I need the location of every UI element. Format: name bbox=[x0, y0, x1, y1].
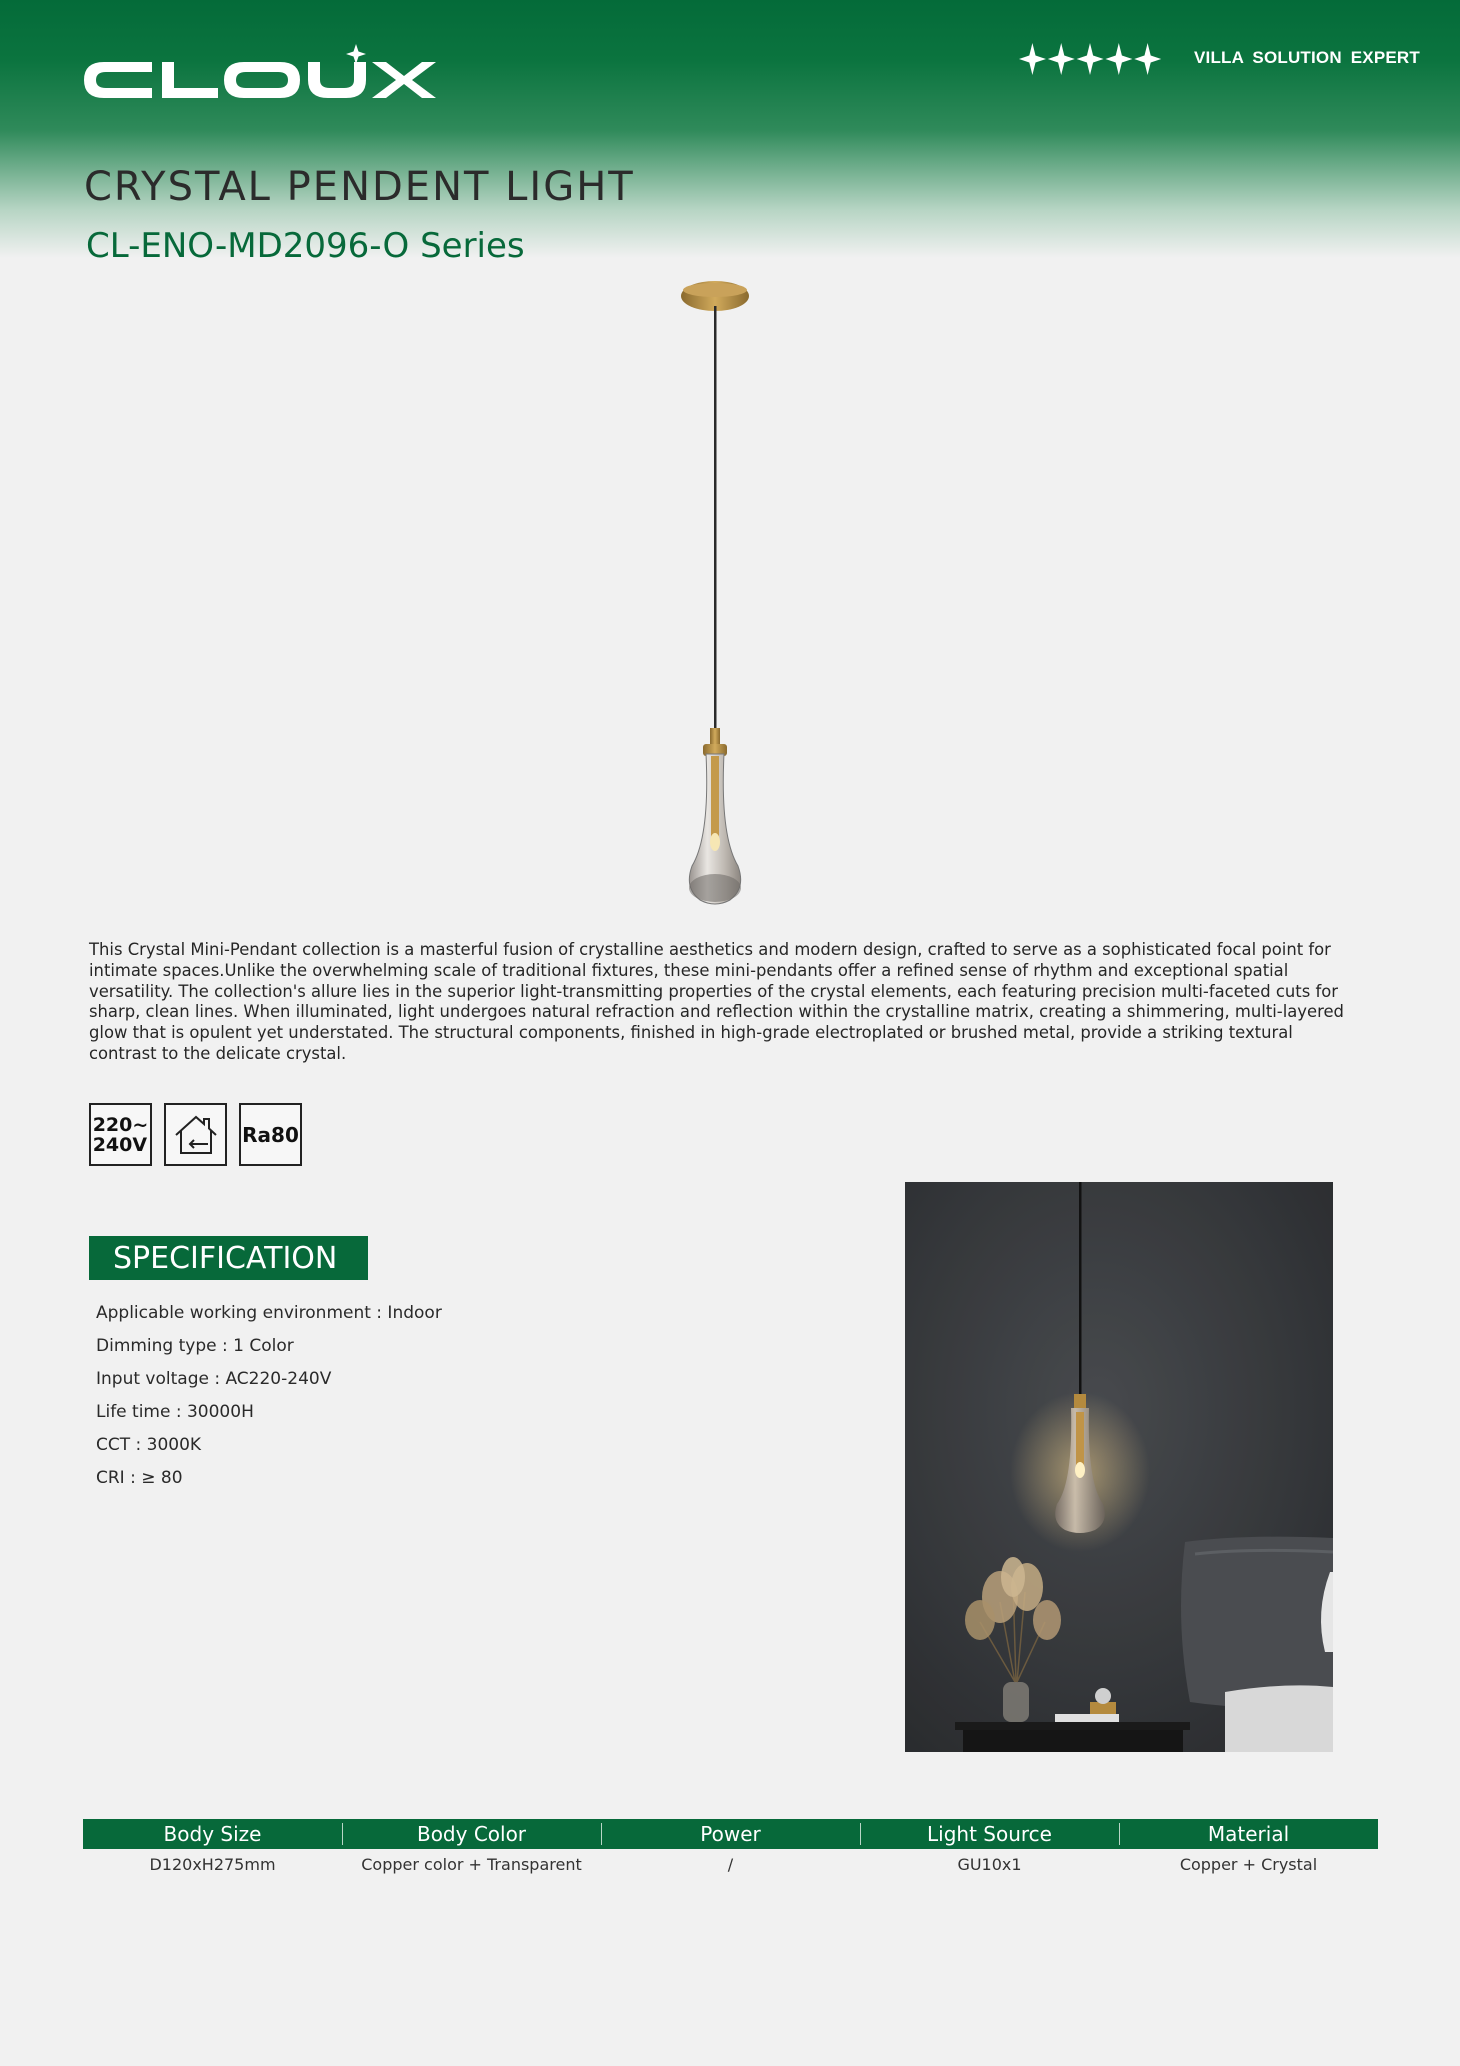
table-header-power: Power bbox=[601, 1819, 860, 1849]
spec-item: Life time : 30000H bbox=[96, 1402, 254, 1422]
product-table-header bbox=[83, 1819, 1378, 1849]
pendant-light-product-image bbox=[670, 276, 770, 912]
cri-badge-text: Ra80 bbox=[242, 1122, 299, 1147]
spec-item: CRI : ≥ 80 bbox=[96, 1468, 183, 1488]
indoor-house-icon bbox=[172, 1113, 220, 1157]
product-description: This Crystal Mini-Pendant collection is a masterful fusion of crystalline aesthetics and modern design, crafted to serve as a sophisticated focal point for intimate spaces.Unlike the overwhelming scale of traditional fixtures, these mini-pendants offer a refined sense of rhythm and exceptional spatial versatility. The collection's allure lies in the superior light-transmitting properties of the crystal elements, each featuring precision multi-faceted cuts for sharp, clean lines. When illuminated, light undergoes natural refraction and reflection within the crystalline matrix, creating a shimmering, multi-layered glow that is opulent yet understated. The structural components, finished in high-grade electroplated or brushed metal, provide a striking textural contrast to the delicate crystal. bbox=[89, 940, 1344, 1063]
table-cell-light-source: GU10x1 bbox=[957, 1855, 1022, 1874]
table-cell-power: / bbox=[727, 1855, 734, 1874]
voltage-badge bbox=[89, 1103, 152, 1166]
table-header-body-size: Body Size bbox=[163, 1822, 262, 1846]
table-header-body-color: Body Color bbox=[342, 1819, 601, 1849]
cloux-logo bbox=[82, 44, 438, 102]
specification-heading: SPECIFICATION bbox=[89, 1236, 368, 1280]
table-cell-body-size: D120xH275mm bbox=[149, 1855, 276, 1874]
five-star-rating-icon bbox=[1018, 40, 1162, 78]
header-banner bbox=[0, 0, 1460, 260]
indoor-badge bbox=[164, 1103, 227, 1166]
brand-tagline: VILLA SOLUTION EXPERT bbox=[1194, 48, 1420, 67]
table-cell-material: Copper + Crystal bbox=[1179, 1855, 1318, 1874]
table-row bbox=[83, 1855, 1378, 1874]
specification-list bbox=[96, 1302, 442, 1500]
spec-item: Dimming type : 1 Color bbox=[96, 1336, 294, 1356]
product-title: CRYSTAL PENDENT LIGHT bbox=[84, 164, 635, 210]
voltage-badge-text: 220~ 240V bbox=[92, 1113, 149, 1156]
spec-item: Input voltage : AC220-240V bbox=[96, 1369, 332, 1389]
spec-item: Applicable working environment : Indoor bbox=[96, 1303, 442, 1323]
cri-badge bbox=[239, 1103, 302, 1166]
product-series: CL-ENO-MD2096-O Series bbox=[86, 226, 525, 266]
room-scene-image bbox=[905, 1182, 1333, 1752]
spec-item: CCT : 3000K bbox=[96, 1435, 202, 1455]
table-cell-body-color: Copper color + Transparent bbox=[361, 1855, 582, 1874]
table-header-material: Material bbox=[1119, 1819, 1378, 1849]
table-header-light-source: Light Source bbox=[860, 1819, 1119, 1849]
